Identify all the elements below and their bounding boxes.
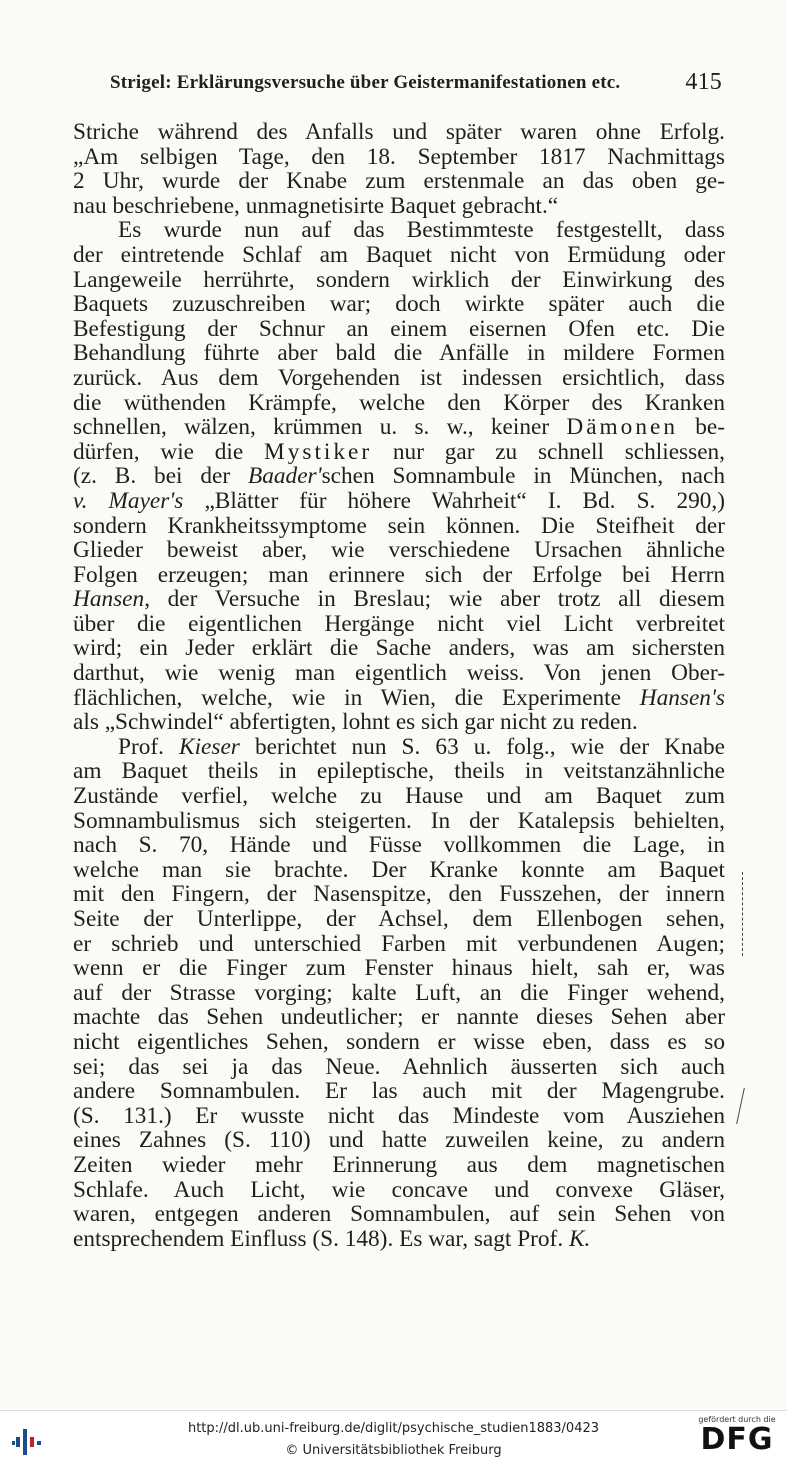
text-line: 2 Uhr, wurde der Knabe zum erstenmale an das oben ge- xyxy=(73,168,725,195)
margin-mark xyxy=(742,872,747,956)
text-line: Folgen erzeugen; man erinnere sich der Erfolge bei Herrn xyxy=(73,561,725,588)
text-line: Seite der Unterlippe, der Achsel, dem Ellenbogen sehen, xyxy=(73,906,725,932)
text-line: schnellen, wälzen, krümmen u. s. w., keiner Dämonen be- xyxy=(73,414,725,441)
text-line: auf der Strasse vorging; kalte Luft, an die Finger wehend, xyxy=(73,979,725,1006)
italic-name: v. Mayer's xyxy=(73,487,184,514)
text-line: er schrieb und unterschied Farben mit verbundenen Augen; xyxy=(73,930,725,957)
text-line: Befestigung der Schnur an einem eisernen Ofen etc. Die xyxy=(73,315,725,342)
dfg-wordmark: DFG xyxy=(700,1422,774,1457)
italic-name: Hansen xyxy=(73,586,145,613)
text-line: andere Somnambulen. Er las auch mit der Magengrube. xyxy=(73,1078,725,1105)
text-line: Prof. Kieser berichtet nun S. 63 u. folg., wie der Knabe xyxy=(118,733,725,760)
text-line: machte das Sehen undeutlicher; er nannte dieses Sehen aber xyxy=(73,1004,725,1031)
permalink[interactable]: http://dl.ub.uni-freiburg.de/diglit/psychische_studien1883/0423 xyxy=(187,1421,600,1436)
text-line: nau beschriebene, unmagnetisirte Baquet gebracht.“ xyxy=(73,192,559,219)
running-head xyxy=(110,69,730,95)
text-line: als „Schwindel“ abfertigten, lohnt es sich gar nicht zu reden. xyxy=(73,709,638,736)
text-line: sondern Krankheitssymptome sein können. Die Steifheit der xyxy=(73,512,725,539)
spaced-emphasis: Dämonen xyxy=(566,414,678,441)
text-line: Glieder beweist aber, wie verschiedene Ursachen ähnliche xyxy=(73,537,725,564)
text-line: darthut, wie wenig man eigentlich weiss. Von jenen Ober- xyxy=(73,660,725,687)
italic-name: Kieser xyxy=(179,733,240,760)
text-line: zurück. Aus dem Vorgehenden ist indessen ersichtlich, dass xyxy=(73,364,725,391)
text-line: dürfen, wie die Mystiker nur gar zu schnell schliessen, xyxy=(73,438,726,465)
text-line: mit den Fingern, der Nasenspitze, den Fusszehen, der innern xyxy=(73,881,725,908)
text-line: wenn er die Finger zum Fenster hinaus hielt, sah er, was xyxy=(73,955,725,982)
text-line: eines Zahnes (S. 110) und hatte zuweilen keine, zu andern xyxy=(73,1127,725,1154)
text-line: welche man sie brachte. Der Kranke konnte am Baquet xyxy=(73,856,725,883)
text-line: entsprechendem Einfluss (S. 148). Es war, sagt Prof. K. xyxy=(73,1225,591,1252)
page-number: 415 xyxy=(685,69,722,95)
text-line: flächlichen, welche, wie in Wien, die Experimente Hansen's xyxy=(73,684,725,711)
body-text xyxy=(73,120,725,1251)
text-line: Baquets zuzuschreiben war; doch wirkte später auch die xyxy=(73,291,725,318)
running-head-title: Strigel: Erklärungsversuche über Geistermanifestationen etc. xyxy=(110,72,621,93)
text-line: „Am selbigen Tage, den 18. September 1817 Nachmittags xyxy=(73,143,725,170)
text-line: v. Mayer's „Blätter für höhere Wahrheit“ I. Bd. S. 290,) xyxy=(73,487,725,514)
text-line: Langeweile herrührte, sondern wirklich der Einwirkung des xyxy=(73,266,725,293)
text-line: Zeiten wieder mehr Erinnerung aus dem magnetischen xyxy=(73,1151,725,1178)
dfg-tagline: gefördert durch die xyxy=(698,1415,776,1424)
text-line: Behandlung führte aber bald die Anfälle in mildere Formen xyxy=(73,340,725,367)
viewer-footer xyxy=(0,1410,787,1466)
dfg-logo xyxy=(697,1415,777,1456)
text-line: sei; das sei ja das Neue. Aehnlich äusserten sich auch xyxy=(73,1053,725,1080)
text-line: (z. B. bei der Baader'schen Somnambule in München, nach xyxy=(73,463,726,490)
text-line: Somnambulismus sich steigerten. In der Katalepsis behielten, xyxy=(73,807,725,834)
text-line: nicht eigentliches Sehen, sondern er wisse eben, dass es so xyxy=(73,1028,725,1055)
text-line: der eintretende Schlaf am Baquet nicht von Ermüdung oder xyxy=(73,241,725,268)
text-line: nach S. 70, Hände und Füsse vollkommen die Lage, in xyxy=(73,832,725,859)
italic-name: K. xyxy=(568,1225,591,1252)
italic-name: Baader' xyxy=(248,463,322,490)
text-line: wird; ein Jeder erklärt die Sache anders, was am sichersten xyxy=(73,635,725,662)
text-line: (S. 131.) Er wusste nicht das Mindeste vom Ausziehen xyxy=(73,1102,725,1129)
italic-name: Hansen's xyxy=(639,684,725,711)
text-line: über die eigentlichen Hergänge nicht viel Licht verbreitet xyxy=(73,610,725,637)
margin-mark xyxy=(736,1088,749,1124)
text-line: waren, entgegen anderen Somnambulen, auf sein Sehen von xyxy=(73,1201,725,1228)
text-line: Schlafe. Auch Licht, wie concave und convexe Gläser, xyxy=(73,1176,725,1203)
text-line: Zustände verfiel, welche zu Hause und am Baquet zum xyxy=(73,783,725,810)
spaced-emphasis: Mystiker xyxy=(264,438,373,465)
text-line: am Baquet theils in epileptische, theils in veitstanzähnliche xyxy=(73,758,725,785)
copyright-notice: © Universitätsbibliothek Freiburg xyxy=(285,1443,502,1458)
text-line: Hansen, der Versuche in Breslau; wie aber trotz all diesem xyxy=(73,586,725,613)
text-line: Es wurde nun auf das Bestimmteste festgestellt, dass xyxy=(118,217,725,244)
text-line: Striche während des Anfalls und später waren ohne Erfolg. xyxy=(73,119,725,145)
text-line: die wüthenden Krämpfe, welche den Körper des Kranken xyxy=(73,389,725,416)
